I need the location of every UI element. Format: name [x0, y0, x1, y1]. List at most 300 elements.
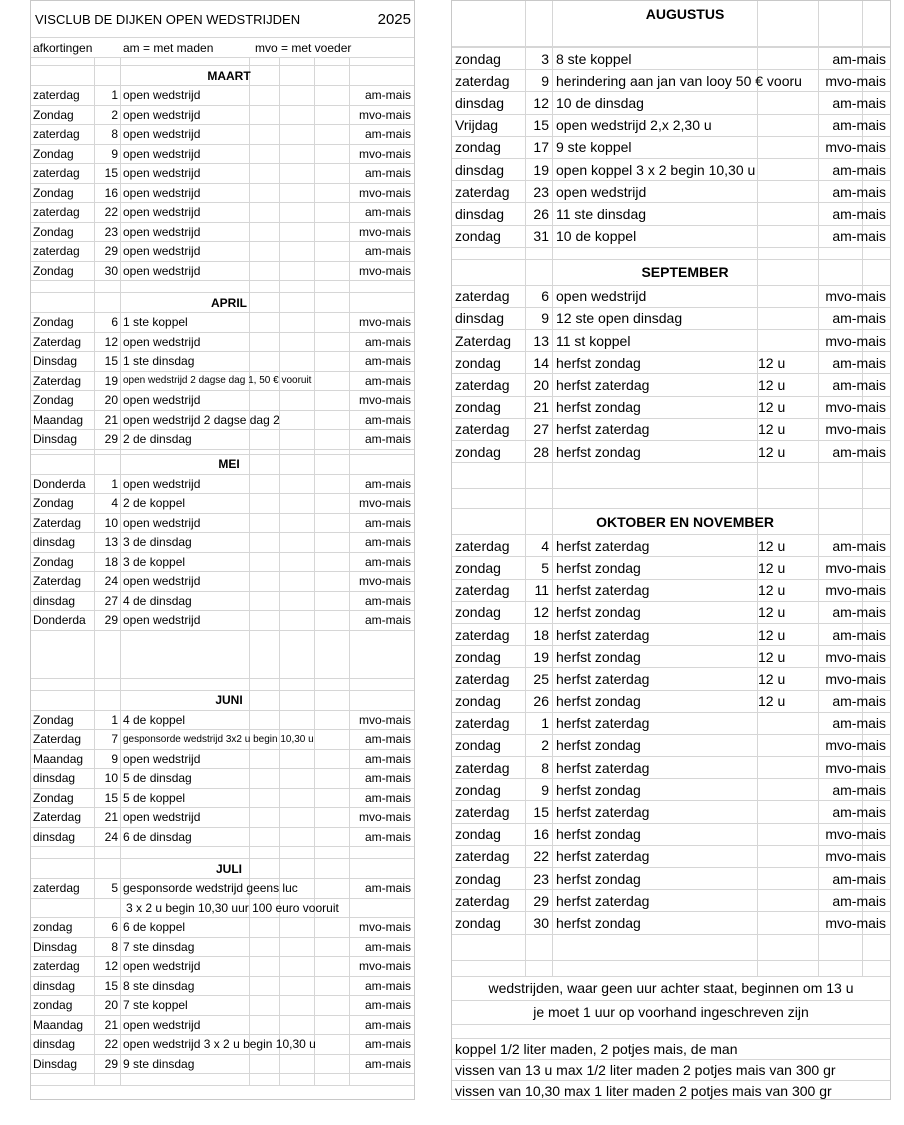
event-day: Zondag: [33, 790, 74, 805]
event-row: [31, 553, 414, 573]
event-row: [31, 899, 414, 919]
event-date: 21: [533, 399, 549, 416]
event-bait-type: am-mais: [832, 804, 886, 821]
event-description: open wedstrijd: [123, 1017, 201, 1032]
event-day: [33, 899, 93, 918]
event-row: [31, 184, 414, 204]
event-row: [31, 592, 414, 612]
event-description: herfst zondag: [556, 604, 641, 621]
event-row: [31, 918, 414, 938]
event-date: 25: [533, 670, 549, 687]
event-row: [452, 713, 890, 735]
event-bait-type: am-mais: [364, 998, 411, 1013]
event-date: 16: [104, 185, 118, 200]
event-description: herfst zaterdag: [556, 848, 650, 865]
event-bait-type: am-mais: [832, 537, 886, 554]
event-row: [31, 164, 414, 184]
event-description: 12 ste open dinsdag: [556, 310, 683, 327]
event-day: zondag: [455, 826, 501, 843]
event-bait-type: mvo-mais: [358, 574, 411, 589]
event-bait-type: am-mais: [832, 117, 886, 134]
event-date: 22: [104, 1037, 118, 1052]
rule-text: vissen van 13 u max 1/2 liter maden 2 potjes mais van 300 gr: [455, 1061, 836, 1078]
event-date: 12: [104, 334, 118, 349]
event-time: [758, 779, 816, 800]
event-bait-type: am-mais: [364, 88, 411, 103]
event-day: zaterdag: [33, 959, 80, 974]
event-bait-type: am-mais: [832, 205, 886, 222]
event-date: 19: [533, 161, 549, 178]
event-row: [452, 757, 890, 779]
event-bait-type: am-mais: [364, 412, 411, 427]
event-date: 1: [111, 476, 118, 491]
sheet-year: 2025: [377, 10, 411, 28]
event-row: [31, 106, 414, 126]
event-row: [31, 125, 414, 145]
event-row: [31, 611, 414, 631]
event-bait-type: [349, 899, 411, 918]
event-bait-type: am-mais: [364, 166, 411, 181]
event-day: zaterdag: [455, 183, 510, 200]
month-header-mei: [31, 455, 414, 475]
event-date: 29: [104, 613, 118, 628]
event-description: herfst zaterdag: [556, 537, 650, 554]
event-date: 30: [533, 914, 549, 931]
event-date: 21: [104, 412, 118, 427]
abbreviation-row: [31, 38, 414, 58]
event-bait-type: mvo-mais: [825, 288, 886, 305]
event-date: 18: [533, 626, 549, 643]
event-time: 12 u: [758, 354, 786, 371]
event-description: open wedstrijd 3 x 2 u begin 10,30 u: [123, 1037, 316, 1052]
event-date: 29: [104, 244, 118, 259]
event-row: [31, 572, 414, 592]
event-date: 20: [104, 393, 118, 408]
abbreviation-mvo: mvo = met voeder: [255, 40, 352, 55]
event-row: [452, 137, 890, 159]
event-bait-type: mvo-mais: [358, 959, 411, 974]
event-bait-type: am-mais: [364, 613, 411, 628]
event-date: 17: [533, 139, 549, 156]
event-description: herfst zondag: [556, 648, 641, 665]
event-bait-type: mvo-mais: [825, 848, 886, 865]
event-row: [31, 879, 414, 899]
event-day: zaterdag: [33, 88, 80, 103]
event-bait-type: am-mais: [364, 939, 411, 954]
event-bait-type: am-mais: [364, 751, 411, 766]
event-date: 15: [533, 117, 549, 134]
event-bait-type: am-mais: [832, 443, 886, 460]
event-bait-type: am-mais: [364, 476, 411, 491]
event-time: 12 u: [758, 421, 786, 438]
event-row: [31, 145, 414, 165]
event-description: open wedstrijd: [123, 393, 201, 408]
event-bait-type: am-mais: [832, 310, 886, 327]
event-day: zaterdag: [455, 626, 510, 643]
event-date: 12: [533, 604, 549, 621]
event-description: open wedstrijd: [123, 205, 201, 220]
event-date: 19: [104, 373, 118, 388]
event-bait-type: mvo-mais: [825, 139, 886, 156]
month-header-juli: [31, 859, 414, 879]
event-day: zondag: [455, 781, 501, 798]
event-bait-type: am-mais: [364, 554, 411, 569]
event-row: [452, 374, 890, 396]
event-day: zondag: [455, 648, 501, 665]
event-day: Zondag: [33, 224, 74, 239]
event-bait-type: am-mais: [832, 870, 886, 887]
event-day: Zondag: [33, 496, 74, 511]
event-day: Zaterdag: [33, 334, 82, 349]
event-row: [31, 1016, 414, 1036]
event-day: Dinsdag: [33, 432, 78, 447]
event-row: [452, 602, 890, 624]
event-date: 31: [533, 228, 549, 245]
event-day: Maandag: [33, 1017, 84, 1032]
event-bait-type: am-mais: [832, 50, 886, 67]
event-bait-type: am-mais: [364, 373, 411, 388]
event-description: open wedstrijd: [123, 127, 201, 142]
event-date: 2: [541, 737, 549, 754]
event-row: [452, 330, 890, 352]
event-row: [31, 352, 414, 372]
event-date: 16: [533, 826, 549, 843]
event-description: 1 ste dinsdag: [123, 354, 195, 369]
event-bait-type: mvo-mais: [825, 72, 886, 89]
event-day: dinsdag: [33, 593, 76, 608]
event-description: herfst zondag: [556, 559, 641, 576]
event-day: zondag: [455, 443, 501, 460]
event-day: zondag: [455, 914, 501, 931]
event-bait-type: am-mais: [364, 334, 411, 349]
spacer-row: [452, 961, 890, 977]
event-bait-type: mvo-mais: [358, 185, 411, 200]
event-row: [31, 203, 414, 223]
event-time: [758, 912, 816, 933]
event-day: Zondag: [33, 107, 74, 122]
event-description: 3 x 2 u begin 10,30 uur 100 euro vooruit: [126, 900, 339, 915]
event-time: [758, 713, 816, 734]
event-description: open wedstrijd 2 dagse dag 1, 50 € vooruit: [123, 375, 312, 387]
event-day: zondag: [455, 50, 501, 67]
event-row: [452, 868, 890, 890]
event-time: [758, 48, 816, 69]
event-row: [31, 996, 414, 1016]
event-description: 7 ste koppel: [123, 998, 188, 1013]
event-description: 4 de koppel: [123, 712, 186, 727]
month-name: SEPTEMBER: [641, 264, 729, 281]
event-row: [452, 352, 890, 374]
event-bait-type: am-mais: [832, 377, 886, 394]
event-date: 9: [541, 781, 549, 798]
event-date: 23: [533, 870, 549, 887]
event-day: zaterdag: [455, 72, 510, 89]
event-description: open wedstrijd: [123, 166, 201, 181]
event-description: 10 de koppel: [556, 228, 637, 245]
event-day: zaterdag: [455, 288, 510, 305]
event-row: [452, 890, 890, 912]
event-bait-type: am-mais: [364, 354, 411, 369]
note-start-time: wedstrijden, waar geen uur achter staat, beginnen om 13 u: [488, 980, 854, 997]
event-description: herfst zaterdag: [556, 892, 650, 909]
event-day: Maandag: [33, 412, 84, 427]
event-row: [452, 801, 890, 823]
event-date: 23: [104, 224, 118, 239]
event-bait-type: am-mais: [364, 205, 411, 220]
spacer-row: [452, 1025, 890, 1039]
event-day: zaterdag: [455, 848, 510, 865]
event-bait-type: am-mais: [364, 535, 411, 550]
event-day: zaterdag: [33, 166, 80, 181]
event-description: herfst zondag: [556, 443, 641, 460]
event-row: [452, 70, 890, 92]
event-date: 12: [533, 94, 549, 111]
spacer-row: [452, 489, 890, 509]
event-day: Zaterdag: [33, 810, 82, 825]
event-time: [758, 308, 816, 329]
event-time: [758, 801, 816, 822]
event-bait-type: am-mais: [832, 715, 886, 732]
event-description: herfst zaterdag: [556, 377, 650, 394]
event-date: 13: [104, 535, 118, 550]
event-date: [94, 899, 118, 918]
event-bait-type: mvo-mais: [358, 393, 411, 408]
event-description: open wedstrijd: [556, 183, 647, 200]
event-row: [452, 181, 890, 203]
event-description: 11 ste dinsdag: [556, 205, 647, 222]
event-date: 8: [111, 939, 118, 954]
event-date: 15: [104, 978, 118, 993]
event-row: [452, 92, 890, 114]
event-date: 4: [541, 537, 549, 554]
event-day: Zaterdag: [33, 373, 82, 388]
event-row: [452, 535, 890, 557]
event-day: zondag: [455, 228, 501, 245]
rule-text: vissen van 10,30 max 1 liter maden 2 potjes mais van 300 gr: [455, 1082, 832, 1099]
event-description: 4 de dinsdag: [123, 593, 192, 608]
event-day: zaterdag: [33, 881, 80, 896]
event-time: [758, 868, 816, 889]
rule-row: [452, 1060, 890, 1081]
event-description: herfst zondag: [556, 399, 641, 416]
note-row: [452, 977, 890, 1001]
event-row: [452, 48, 890, 70]
event-day: Zaterdag: [33, 732, 82, 747]
event-date: 2: [111, 107, 118, 122]
event-bait-type: mvo-mais: [825, 421, 886, 438]
event-day: Zaterdag: [455, 332, 512, 349]
event-description: open wedstrijd: [123, 574, 201, 589]
event-description: 6 de koppel: [123, 920, 186, 935]
event-description: open wedstrijd: [123, 224, 201, 239]
event-date: 22: [104, 205, 118, 220]
event-row: [452, 115, 890, 137]
event-day: zaterdag: [455, 582, 510, 599]
event-description: 5 de koppel: [123, 790, 186, 805]
event-day: Maandag: [33, 751, 84, 766]
spacer-row: [31, 1074, 414, 1086]
event-bait-type: am-mais: [364, 978, 411, 993]
event-description: herfst zaterdag: [556, 626, 650, 643]
event-day: zaterdag: [455, 421, 510, 438]
event-row: [452, 624, 890, 646]
event-bait-type: am-mais: [832, 161, 886, 178]
event-description: herfst zondag: [556, 737, 641, 754]
event-bait-type: mvo-mais: [358, 107, 411, 122]
event-day: dinsdag: [33, 978, 76, 993]
event-day: Dinsdag: [33, 1056, 78, 1071]
event-bait-type: mvo-mais: [825, 759, 886, 776]
month-header-oktober-en-november: [452, 509, 890, 535]
event-row: [31, 957, 414, 977]
event-day: dinsdag: [33, 829, 76, 844]
event-description: 2 de koppel: [123, 496, 186, 511]
event-description: 8 ste koppel: [556, 50, 632, 67]
event-bait-type: am-mais: [364, 244, 411, 259]
event-date: 9: [111, 146, 118, 161]
event-date: 9: [541, 310, 549, 327]
event-bait-type: mvo-mais: [358, 920, 411, 935]
event-date: 23: [533, 183, 549, 200]
event-row: [452, 912, 890, 934]
event-description: open wedstrijd: [123, 107, 201, 122]
sheet-title: VISCLUB DE DIJKEN OPEN WEDSTRIJDEN: [35, 11, 301, 27]
event-date: 19: [533, 648, 549, 665]
event-date: 22: [533, 848, 549, 865]
event-date: 6: [541, 288, 549, 305]
event-date: 10: [104, 515, 118, 530]
event-date: 9: [111, 751, 118, 766]
event-description: 10 de dinsdag: [556, 94, 644, 111]
event-date: 21: [104, 810, 118, 825]
event-description: open wedstrijd: [123, 88, 201, 103]
event-description: herfst zondag: [556, 870, 641, 887]
event-description: herindering aan jan van looy 50 € vooru: [556, 72, 802, 89]
event-day: zaterdag: [455, 804, 510, 821]
event-day: dinsdag: [33, 535, 76, 550]
month-name: MAART: [207, 68, 251, 83]
event-description: open wedstrijd: [123, 185, 201, 200]
event-row: [452, 668, 890, 690]
event-time: [758, 846, 816, 867]
event-date: 6: [111, 920, 118, 935]
event-time: 12 u: [758, 670, 786, 687]
event-row: [31, 475, 414, 495]
event-day: zaterdag: [33, 244, 80, 259]
rule-text: koppel 1/2 liter maden, 2 potjes mais, de man: [455, 1040, 738, 1057]
event-row: [31, 1055, 414, 1075]
event-description: open wedstrijd: [123, 515, 201, 530]
event-bait-type: am-mais: [364, 790, 411, 805]
month-name: AUGUSTUS: [645, 5, 725, 22]
event-bait-type: am-mais: [832, 354, 886, 371]
left-schedule-sheet: [30, 0, 415, 1100]
event-row: [452, 308, 890, 330]
event-row: [452, 203, 890, 225]
event-day: zondag: [455, 139, 501, 156]
event-description: open wedstrijd: [123, 263, 201, 278]
event-description: 1 ste koppel: [123, 315, 188, 330]
event-date: 1: [111, 712, 118, 727]
event-bait-type: mvo-mais: [358, 263, 411, 278]
event-day: zaterdag: [455, 377, 510, 394]
event-day: zondag: [455, 354, 501, 371]
event-description: open wedstrijd: [123, 810, 201, 825]
event-bait-type: mvo-mais: [358, 496, 411, 511]
event-bait-type: am-mais: [832, 892, 886, 909]
event-date: 1: [111, 88, 118, 103]
event-bait-type: am-mais: [832, 94, 886, 111]
event-date: 26: [533, 693, 549, 710]
month-header-maart: [31, 66, 414, 86]
event-bait-type: am-mais: [364, 881, 411, 896]
event-time: 12 u: [758, 626, 786, 643]
event-date: 21: [104, 1017, 118, 1032]
spacer-row: [452, 935, 890, 961]
event-time: 12 u: [758, 377, 786, 394]
event-description: open wedstrijd: [123, 146, 201, 161]
event-day: zaterdag: [455, 892, 510, 909]
spacer-row: [31, 631, 414, 679]
event-bait-type: mvo-mais: [825, 737, 886, 754]
event-description: open wedstrijd: [123, 751, 201, 766]
event-row: [31, 711, 414, 731]
event-row: [31, 262, 414, 282]
rule-row: [452, 1081, 890, 1100]
event-bait-type: mvo-mais: [358, 146, 411, 161]
event-date: 24: [104, 829, 118, 844]
event-description: 5 de dinsdag: [123, 771, 192, 786]
event-time: [758, 890, 816, 911]
event-bait-type: am-mais: [364, 1056, 411, 1071]
event-day: Donderda: [33, 613, 86, 628]
event-time: 12 u: [758, 648, 786, 665]
month-name: JULI: [215, 861, 242, 876]
event-description: herfst zondag: [556, 693, 641, 710]
event-bait-type: mvo-mais: [825, 582, 886, 599]
event-bait-type: mvo-mais: [825, 399, 886, 416]
event-day: zondag: [33, 998, 73, 1013]
event-description: open wedstrijd 2 dagse dag 2: [123, 412, 280, 427]
event-time: [758, 226, 816, 247]
event-description: 11 st koppel: [556, 332, 631, 349]
event-row: [31, 494, 414, 514]
month-header-juni: [31, 691, 414, 711]
event-time: [758, 181, 816, 202]
event-row: [452, 226, 890, 248]
event-row: [31, 242, 414, 262]
month-name: MEI: [218, 457, 240, 471]
event-day: dinsdag: [33, 1037, 76, 1052]
event-day: Zondag: [33, 315, 74, 330]
event-row: [31, 730, 414, 750]
month-header-augustus: [452, 1, 890, 47]
event-date: 20: [104, 998, 118, 1013]
event-time: [758, 115, 816, 136]
event-day: Dinsdag: [33, 354, 78, 369]
event-description: herfst zondag: [556, 354, 641, 371]
event-bait-type: am-mais: [364, 732, 411, 747]
event-time: 12 u: [758, 582, 786, 599]
event-date: 27: [533, 421, 549, 438]
event-time: [758, 824, 816, 845]
event-day: Donderda: [33, 476, 86, 491]
event-day: Zondag: [33, 554, 74, 569]
event-description: 3 de dinsdag: [123, 535, 192, 550]
event-bait-type: mvo-mais: [358, 315, 411, 330]
event-row: [31, 411, 414, 431]
event-bait-type: am-mais: [832, 604, 886, 621]
